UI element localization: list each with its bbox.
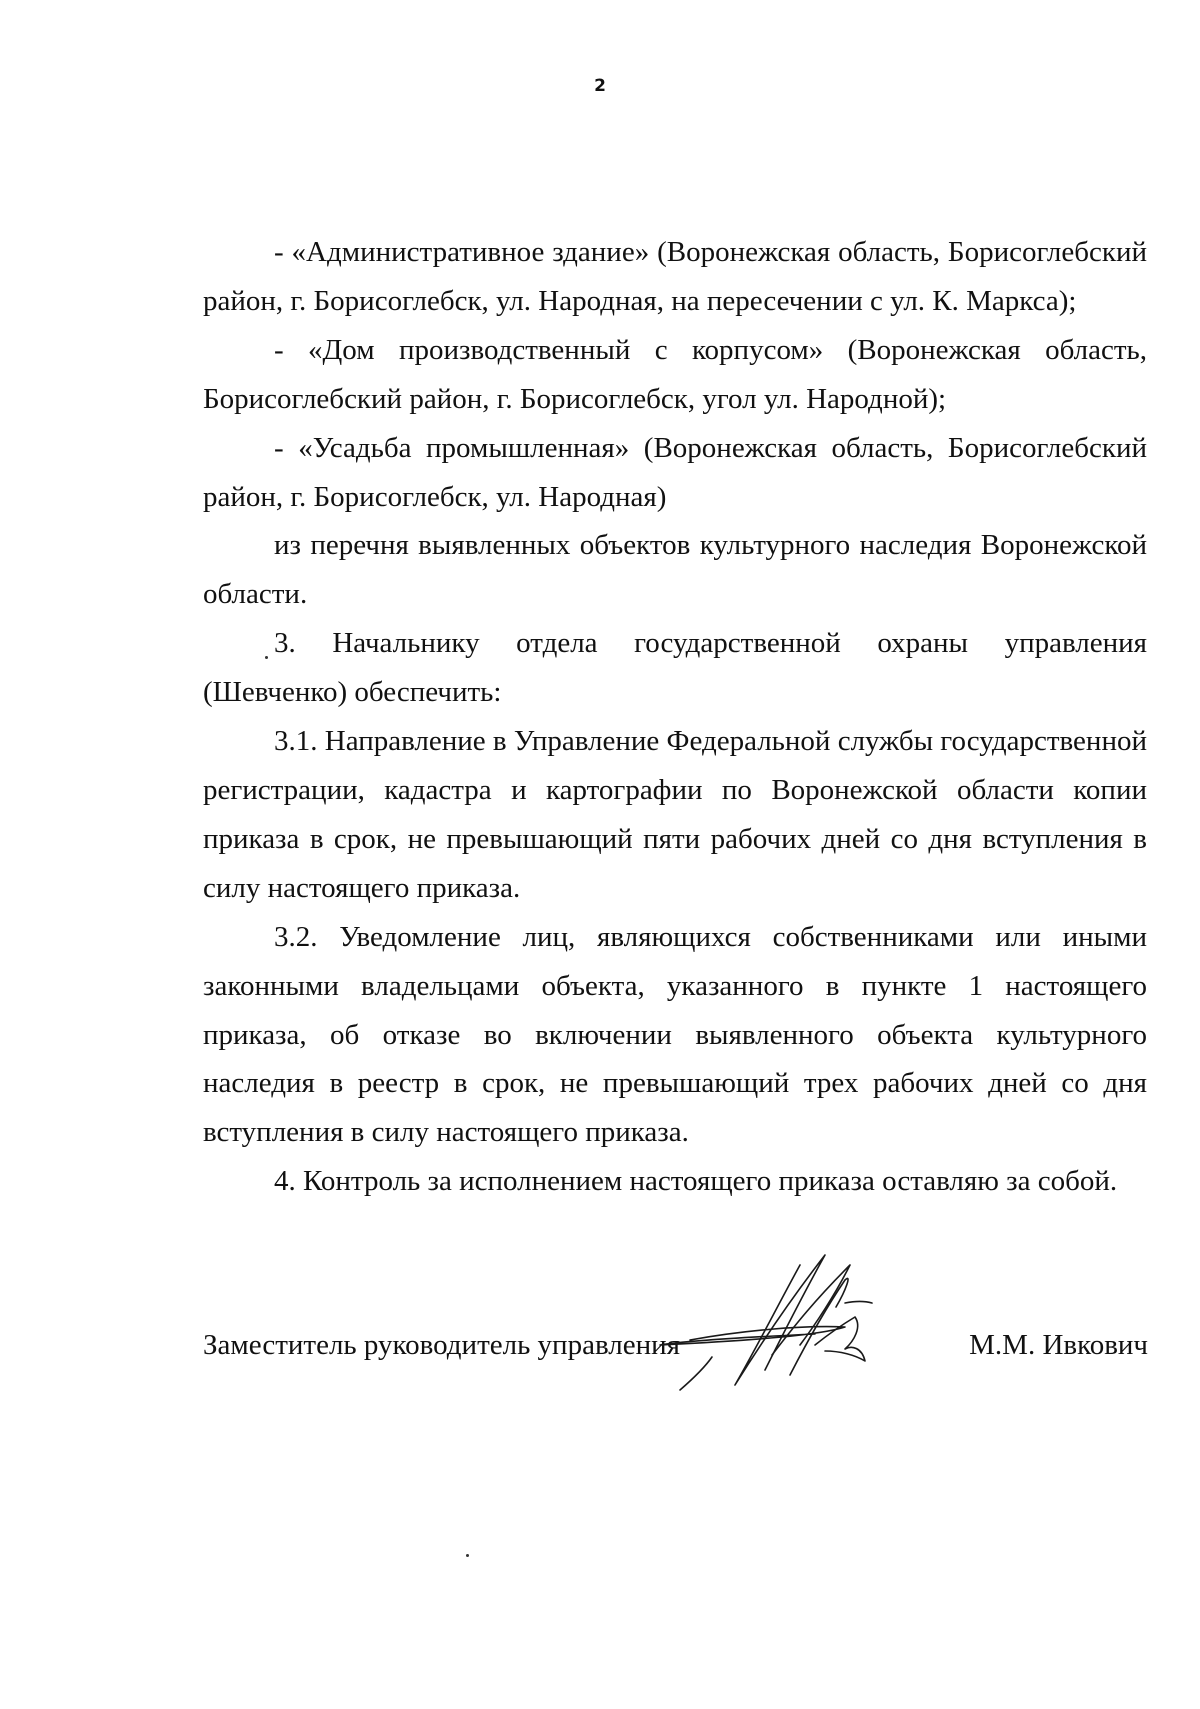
signature-stroke bbox=[735, 1255, 825, 1385]
signature-stroke bbox=[815, 1317, 865, 1361]
scan-speck bbox=[265, 656, 268, 659]
paragraph-exclusion-list: из перечня выявленных объектов культурного наследия Воронежской области. bbox=[203, 529, 1147, 611]
signatory-title: Заместитель руководитель управления bbox=[203, 1329, 680, 1361]
paragraph-production-house: - «Дом производственный с корпусом» (Воронежская область, Борисоглебский район, г. Борисоглебск, угол ул. Народной); bbox=[203, 333, 1147, 415]
paragraph-item-3-1: 3.1. Направление в Управление Федеральной службы государственной регистрации, кадастра и картографии по Воронежской области копии приказа в срок, не превышающий пяти рабочих дней со дня вступления в силу настоящего приказа. bbox=[203, 725, 1147, 904]
signature-stroke bbox=[680, 1357, 712, 1390]
signature-stroke bbox=[845, 1302, 872, 1304]
paragraph-item-3-2: 3.2. Уведомление лиц, являющихся собственниками или иными законными владельцами объекта, указанного в пункте 1 настоящего приказа, об отказе во включении выявленного объекта культурного наследия в реестр в срок, не превышающий трех рабочих дней со дня вступления в силу настоящего приказа. bbox=[203, 920, 1147, 1149]
page-number: 2 bbox=[594, 76, 606, 96]
signatory-name: М.М. Ивкович bbox=[969, 1329, 1148, 1361]
handwritten-signature bbox=[640, 1245, 940, 1395]
scan-speck bbox=[466, 1554, 469, 1557]
paragraph-administrative-building: - «Административное здание» (Воронежская область, Борисоглебский район, г. Борисоглебск, ул. Народная, на пересечении с ул. К. Маркса); bbox=[203, 236, 1147, 317]
paragraph-item-4: 4. Контроль за исполнением настоящего приказа оставляю за собой. bbox=[274, 1165, 1118, 1198]
paragraph-item-3: 3. Начальнику отдела государственной охраны управления (Шевченко) обеспечить: bbox=[203, 627, 1147, 709]
paragraph-industrial-estate: - «Усадьба промышленная» (Воронежская область, Борисоглебский район, г. Борисоглебск, ул. Народная) bbox=[203, 431, 1147, 513]
document-body bbox=[203, 228, 1147, 1206]
